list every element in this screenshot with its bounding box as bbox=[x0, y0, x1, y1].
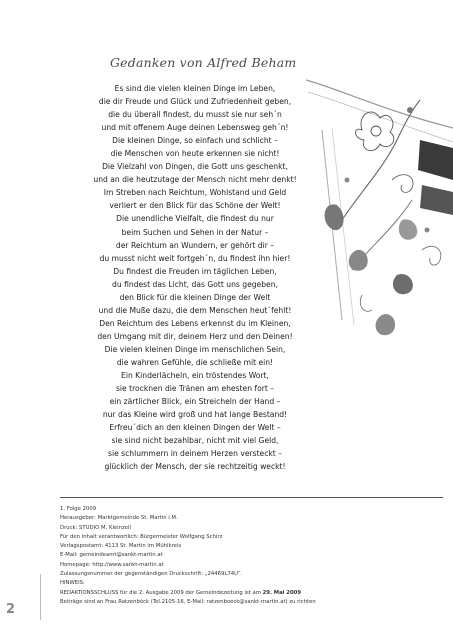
poem-line: der Reichtum an Wundern, er gehört dir – bbox=[115, 240, 275, 250]
poem-line: beim Suchen und Sehen in der Natur – bbox=[121, 227, 269, 237]
poem-line: glücklich der Mensch, der sie rechtzeitig weckt! bbox=[104, 462, 286, 472]
poem-line: nur das Kleine wird groß und hat lange Bestand! bbox=[102, 410, 288, 420]
impressum-herausgeber: Herausgeber: Marktgemeinde St. Martin i.M. bbox=[60, 515, 178, 522]
poem-line: du findest das Licht, das Gott uns gegeben, bbox=[112, 279, 278, 289]
poem-line: und mit offenem Auge deinen Lebensweg geh´n! bbox=[101, 123, 289, 133]
poem-line: Ein Kinderlächeln, ein tröstendes Wort, bbox=[121, 371, 269, 381]
page-number: 2 bbox=[6, 602, 16, 617]
poem-line: die wahren Gefühle, die schließe mit ein! bbox=[116, 357, 274, 367]
impressum-folge: 1. Folge 2009 bbox=[60, 506, 97, 512]
poem-line: sie trocknen die Tränen am ehesten fort – bbox=[115, 384, 275, 394]
poem-line: Du findest die Freuden im täglichen Leben, bbox=[113, 266, 277, 276]
poem-line: verliert er den Blick für das Schöne der Welt! bbox=[109, 201, 281, 211]
impressum-homepage: Homepage: http://www.sankt-martin.at bbox=[60, 561, 164, 568]
poem-line: und an die heutzutage der Mensch nicht mehr denkt! bbox=[93, 175, 297, 185]
poem-line: Die unendliche Vielfalt, die findest du nur bbox=[116, 214, 274, 224]
poem-line: Den Reichtum des Lebens erkennst du im Kleinen, bbox=[99, 318, 291, 328]
floral-decoration-icon bbox=[302, 70, 453, 360]
impressum-hinweis: HINWEIS: bbox=[60, 580, 85, 587]
poem-line: den Umgang mit dir, deinem Herz und den Deinen! bbox=[97, 331, 293, 341]
impressum-beitraege: Beiträge sind an Frau Ratzenböck (Tel.2105-16, E-Mail: ratzenboeck@sankt-martin.at) zu richten bbox=[60, 598, 316, 605]
redaktionsschluss-text: REDAKTIONSSCHLUSS für die 2. Ausgabe 2009 der Gemeindezeitung ist am bbox=[60, 589, 261, 596]
impressum-block bbox=[60, 505, 445, 607]
poem-line: ein zärtlicher Blick, ein Streicheln der Hand – bbox=[109, 397, 281, 407]
impressum-verlag: Verlagspostamt: 4113 St. Martin im Mühlkreis bbox=[60, 543, 182, 550]
poem-line: Erfreu´dich an den kleinen Dingen der Welt – bbox=[109, 423, 281, 433]
poem-line: Die kleinen Dinge, so einfach und schlicht – bbox=[112, 136, 278, 146]
poem-line: den Blick für die kleinen Dinge der Welt bbox=[119, 292, 271, 302]
poem-line: und die Muße dazu, die dem Menschen heut´fehlt! bbox=[98, 305, 292, 315]
poem-line: die du überall findest, du musst sie nur seh´n bbox=[108, 110, 282, 120]
impressum-email: E-Mail: gemeindeamt@sankt-martin.at bbox=[60, 552, 163, 559]
poem-text bbox=[45, 82, 345, 473]
poem-line: sie schlummern in deinem Herzen versteckt – bbox=[108, 449, 282, 459]
impressum-druck: Druck: STUDIO M, Kleinzell bbox=[60, 524, 131, 531]
poem-line: die dir Freude und Glück und Zufriedenheit geben, bbox=[98, 97, 292, 107]
poem-line: Die vielen kleinen Dinge im menschlichen Sein, bbox=[104, 344, 286, 354]
footer-divider bbox=[60, 497, 443, 498]
poem-line: du musst nicht weit fortgeh´n, du findest ihn hier! bbox=[99, 253, 291, 263]
poem-line: Im Streben nach Reichtum, Wohlstand und Geld bbox=[103, 188, 287, 198]
article-title: Gedanken von Alfred Beham bbox=[110, 55, 297, 70]
poem-line: die Menschen von heute erkennen sie nicht! bbox=[110, 149, 280, 159]
redaktionsschluss-date: 29. Mai 2009 bbox=[262, 589, 302, 596]
poem-line: Es sind die vielen kleinen Dinge im Leben, bbox=[114, 84, 276, 93]
impressum-redaktionsschluss bbox=[60, 589, 445, 598]
impressum-inhalt: Für den Inhalt verantwortlich: Bürgermeister Wolfgang Schirz bbox=[60, 533, 223, 540]
page-number-divider bbox=[40, 574, 41, 620]
impressum-zulassung: Zulassungsnummer der gegenständigen Druckschrift: „24469L74U“. bbox=[60, 571, 243, 578]
poem-line: sie sind nicht bezahlbar, nicht mit viel Geld, bbox=[111, 436, 279, 446]
poem-line: Die Vielzahl von Dingen, die Gott uns geschenkt, bbox=[102, 162, 288, 172]
